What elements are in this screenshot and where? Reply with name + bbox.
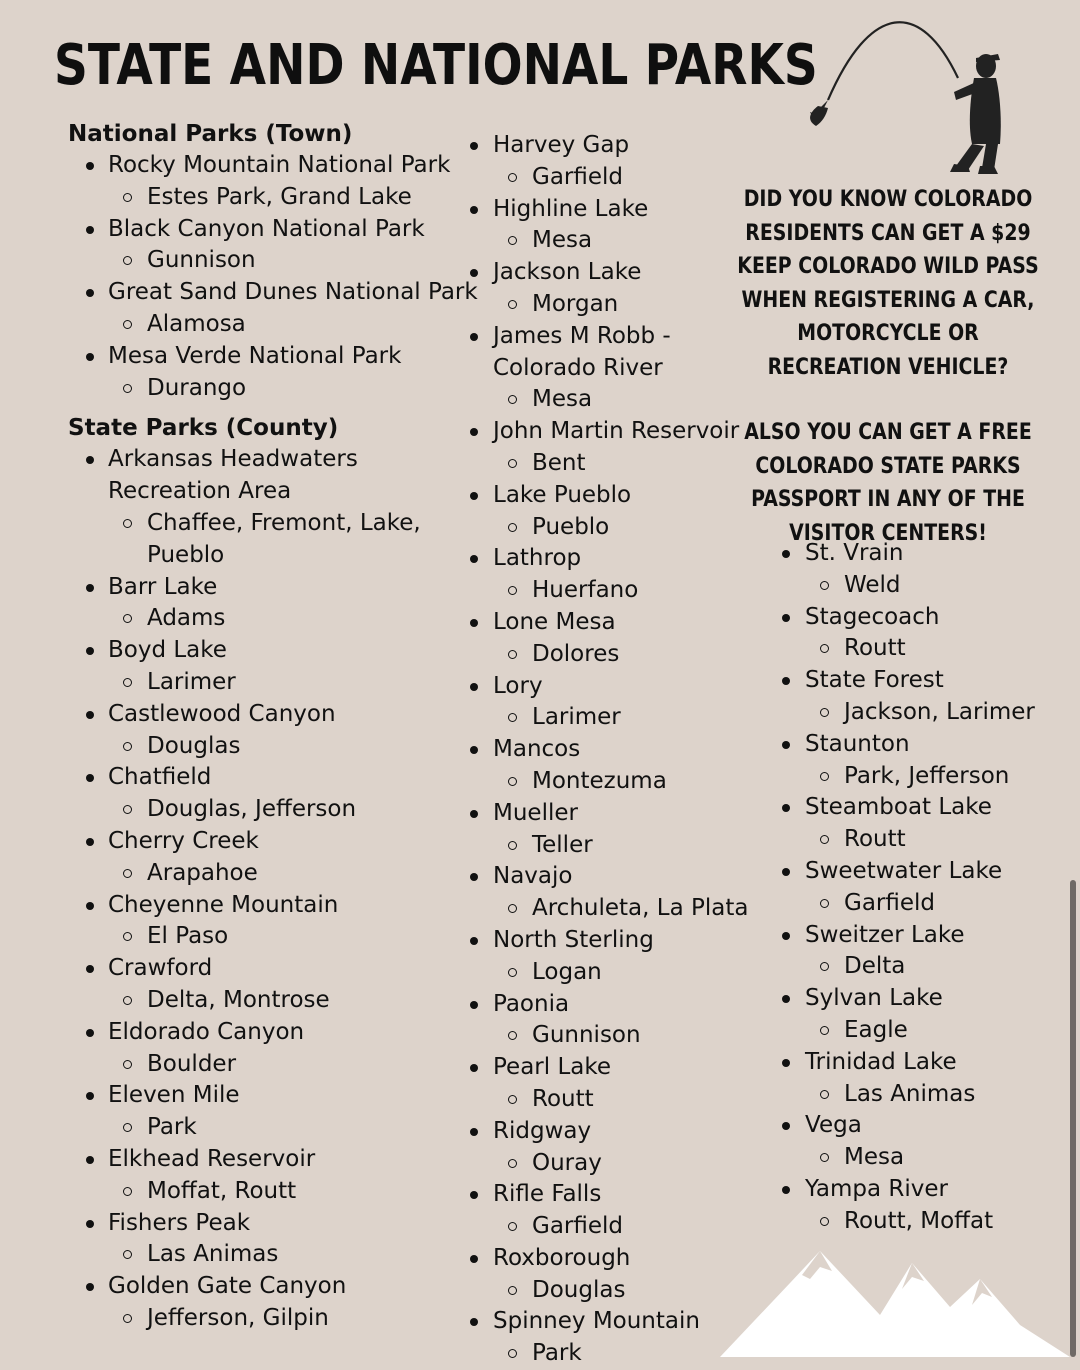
park-county: Routt (805, 633, 1077, 665)
list-item (465, 194, 765, 258)
park-name: Castlewood Canyon (108, 700, 336, 727)
list-item (777, 665, 1077, 729)
list-item (777, 1110, 1077, 1174)
park-name: Cherry Creek (108, 827, 259, 854)
park-county: Routt (805, 824, 1077, 856)
park-name: Mesa Verde National Park (108, 342, 402, 369)
park-name: Jackson Lake (493, 259, 642, 286)
park-county: Las Animas (805, 1079, 1077, 1111)
park-county: Larimer (108, 667, 478, 699)
list-item (777, 983, 1077, 1047)
state-parks-list-2 (465, 130, 765, 1370)
park-location: Alamosa (108, 309, 478, 341)
park-county: Routt (493, 1084, 765, 1116)
list-item (68, 826, 478, 890)
list-item (68, 1144, 478, 1208)
park-county: Weld (805, 570, 1077, 602)
list-item (465, 416, 765, 480)
park-name: Stagecoach (805, 603, 940, 630)
list-item (68, 341, 478, 405)
park-county: Huerfano (493, 575, 765, 607)
list-item (68, 762, 478, 826)
park-name: Sylvan Lake (805, 985, 943, 1012)
park-name: Chatfield (108, 764, 212, 791)
column-1 (68, 118, 478, 1335)
park-name: St. Vrain (805, 540, 904, 566)
list-item (68, 214, 478, 278)
park-name: State Forest (805, 667, 944, 694)
list-item (68, 1271, 478, 1335)
park-name: Rocky Mountain National Park (108, 152, 451, 178)
list-item (68, 277, 478, 341)
list-item (465, 321, 765, 416)
list-item (68, 572, 478, 636)
park-county: Jefferson, Gilpin (108, 1303, 478, 1335)
list-item (68, 699, 478, 763)
park-county: Mesa (805, 1142, 1077, 1174)
park-name: James M Robb - Colorado River (493, 322, 671, 381)
park-name: Harvey Gap (493, 132, 630, 158)
park-county: Montezuma (493, 766, 765, 798)
park-name: Eleven Mile (108, 1082, 240, 1109)
park-county: Gunnison (493, 1020, 765, 1052)
list-item (465, 989, 765, 1053)
park-county: Garfield (493, 1211, 765, 1243)
scrollbar[interactable] (1070, 880, 1076, 1357)
list-item (465, 1052, 765, 1116)
park-name: Fishers Peak (108, 1209, 251, 1236)
park-name: Lory (493, 672, 543, 699)
list-item (465, 1179, 765, 1243)
park-county: Las Animas (108, 1239, 478, 1271)
list-item (777, 538, 1077, 602)
list-item (68, 1017, 478, 1081)
park-name: Ridgway (493, 1117, 592, 1144)
park-name: Staunton (805, 730, 910, 757)
list-item (465, 671, 765, 735)
park-county: Pueblo (493, 512, 765, 544)
park-county: Delta (805, 951, 1077, 983)
list-item (68, 444, 478, 571)
park-county: Chaffee, Fremont, Lake, Pueblo (108, 508, 478, 572)
park-name: North Sterling (493, 926, 654, 953)
callout-passport: ALSO YOU CAN GET A FREE COLORADO STATE PARKS PASSPORT IN ANY OF THE VISITOR CENTERS! (744, 420, 1032, 546)
park-name: Cheyenne Mountain (108, 891, 339, 918)
column-3 (777, 538, 1077, 1238)
park-name: Black Canyon National Park (108, 215, 425, 242)
list-item (68, 1208, 478, 1272)
park-name: Pearl Lake (493, 1054, 612, 1081)
park-name: Lake Pueblo (493, 481, 632, 508)
park-name: Vega (805, 1112, 862, 1139)
park-county: Routt, Moffat (805, 1206, 1077, 1238)
park-county: Park (493, 1338, 765, 1370)
info-callout (737, 183, 1040, 550)
park-name: Barr Lake (108, 573, 218, 600)
park-name: Lone Mesa (493, 608, 616, 635)
list-item (465, 130, 765, 194)
park-county: Arapahoe (108, 858, 478, 890)
list-item (777, 792, 1077, 856)
park-county: Morgan (493, 289, 765, 321)
list-item (465, 607, 765, 671)
park-county: Mesa (493, 384, 765, 416)
park-name: Boyd Lake (108, 637, 227, 664)
park-county: Park, Jefferson (805, 761, 1077, 793)
list-item (465, 1116, 765, 1180)
park-name: Roxborough (493, 1244, 631, 1271)
state-parks-list-3 (777, 538, 1077, 1238)
list-item (68, 635, 478, 699)
park-county: Garfield (493, 162, 765, 194)
park-name: Great Sand Dunes National Park (108, 279, 478, 306)
list-item (777, 1174, 1077, 1238)
park-county: Jackson, Larimer (805, 697, 1077, 729)
list-item (777, 602, 1077, 666)
column-2 (465, 130, 765, 1370)
park-county: Eagle (805, 1015, 1077, 1047)
park-county: Mesa (493, 225, 765, 257)
park-name: Spinney Mountain (493, 1308, 700, 1335)
park-name: Rifle Falls (493, 1181, 602, 1208)
park-county: Moffat, Routt (108, 1176, 478, 1208)
list-item (465, 543, 765, 607)
state-parks-heading: State Parks (County) (68, 415, 339, 442)
park-name: Golden Gate Canyon (108, 1273, 347, 1300)
park-name: Elkhead Reservoir (108, 1145, 316, 1172)
park-county: Dolores (493, 639, 765, 671)
park-name: Paonia (493, 990, 570, 1017)
park-name: Sweitzer Lake (805, 921, 965, 948)
park-county: Bent (493, 448, 765, 480)
park-name: Lathrop (493, 545, 582, 572)
list-item (465, 257, 765, 321)
park-name: Navajo (493, 863, 573, 890)
callout-wild-pass: DID YOU KNOW COLORADO RESIDENTS CAN GET A $29 KEEP COLORADO WILD PASS WHEN REGISTERING A CAR, MOTORCYCLE OR RECREATION VEHICLE? (737, 187, 1039, 380)
fisherman-icon (800, 8, 1040, 178)
list-item (68, 1080, 478, 1144)
park-name: John Martin Reservoir (493, 418, 740, 445)
park-county: Larimer (493, 702, 765, 734)
park-name: Yampa River (805, 1175, 948, 1202)
park-county: Delta, Montrose (108, 985, 478, 1017)
park-county: Adams (108, 603, 478, 635)
park-county: Douglas (108, 731, 478, 763)
list-item (68, 150, 478, 214)
park-county: El Paso (108, 921, 478, 953)
list-item (465, 925, 765, 989)
list-item (465, 861, 765, 925)
mountain-icon (720, 1245, 1070, 1357)
park-name: Crawford (108, 955, 213, 982)
park-county: Douglas (493, 1275, 765, 1307)
list-item (68, 953, 478, 1017)
list-item (777, 729, 1077, 793)
state-parks-list-1 (68, 444, 478, 1334)
national-parks-heading: National Parks (Town) (68, 121, 353, 147)
park-county: Park (108, 1112, 478, 1144)
park-county: Logan (493, 957, 765, 989)
list-item (465, 734, 765, 798)
list-item (777, 1047, 1077, 1111)
park-name: Eldorado Canyon (108, 1018, 305, 1045)
park-location: Estes Park, Grand Lake (108, 182, 478, 214)
park-county: Garfield (805, 888, 1077, 920)
page-title: STATE AND NATIONAL PARKS (54, 33, 818, 98)
park-name: Trinidad Lake (805, 1048, 957, 1075)
park-name: Arkansas Headwaters Recreation Area (108, 446, 358, 505)
park-name: Sweetwater Lake (805, 857, 1003, 884)
park-name: Mueller (493, 799, 578, 826)
park-county: Teller (493, 830, 765, 862)
park-location: Gunnison (108, 245, 478, 277)
park-name: Mancos (493, 736, 581, 763)
park-name: Steamboat Lake (805, 794, 992, 821)
park-location: Durango (108, 373, 478, 405)
list-item (465, 798, 765, 862)
park-county: Archuleta, La Plata (493, 893, 765, 925)
list-item (777, 856, 1077, 920)
park-county: Ouray (493, 1148, 765, 1180)
list-item (465, 480, 765, 544)
national-parks-list (68, 150, 478, 404)
park-name: Highline Lake (493, 195, 649, 222)
park-county: Boulder (108, 1049, 478, 1081)
park-county: Douglas, Jefferson (108, 794, 478, 826)
list-item (777, 920, 1077, 984)
list-item (68, 890, 478, 954)
